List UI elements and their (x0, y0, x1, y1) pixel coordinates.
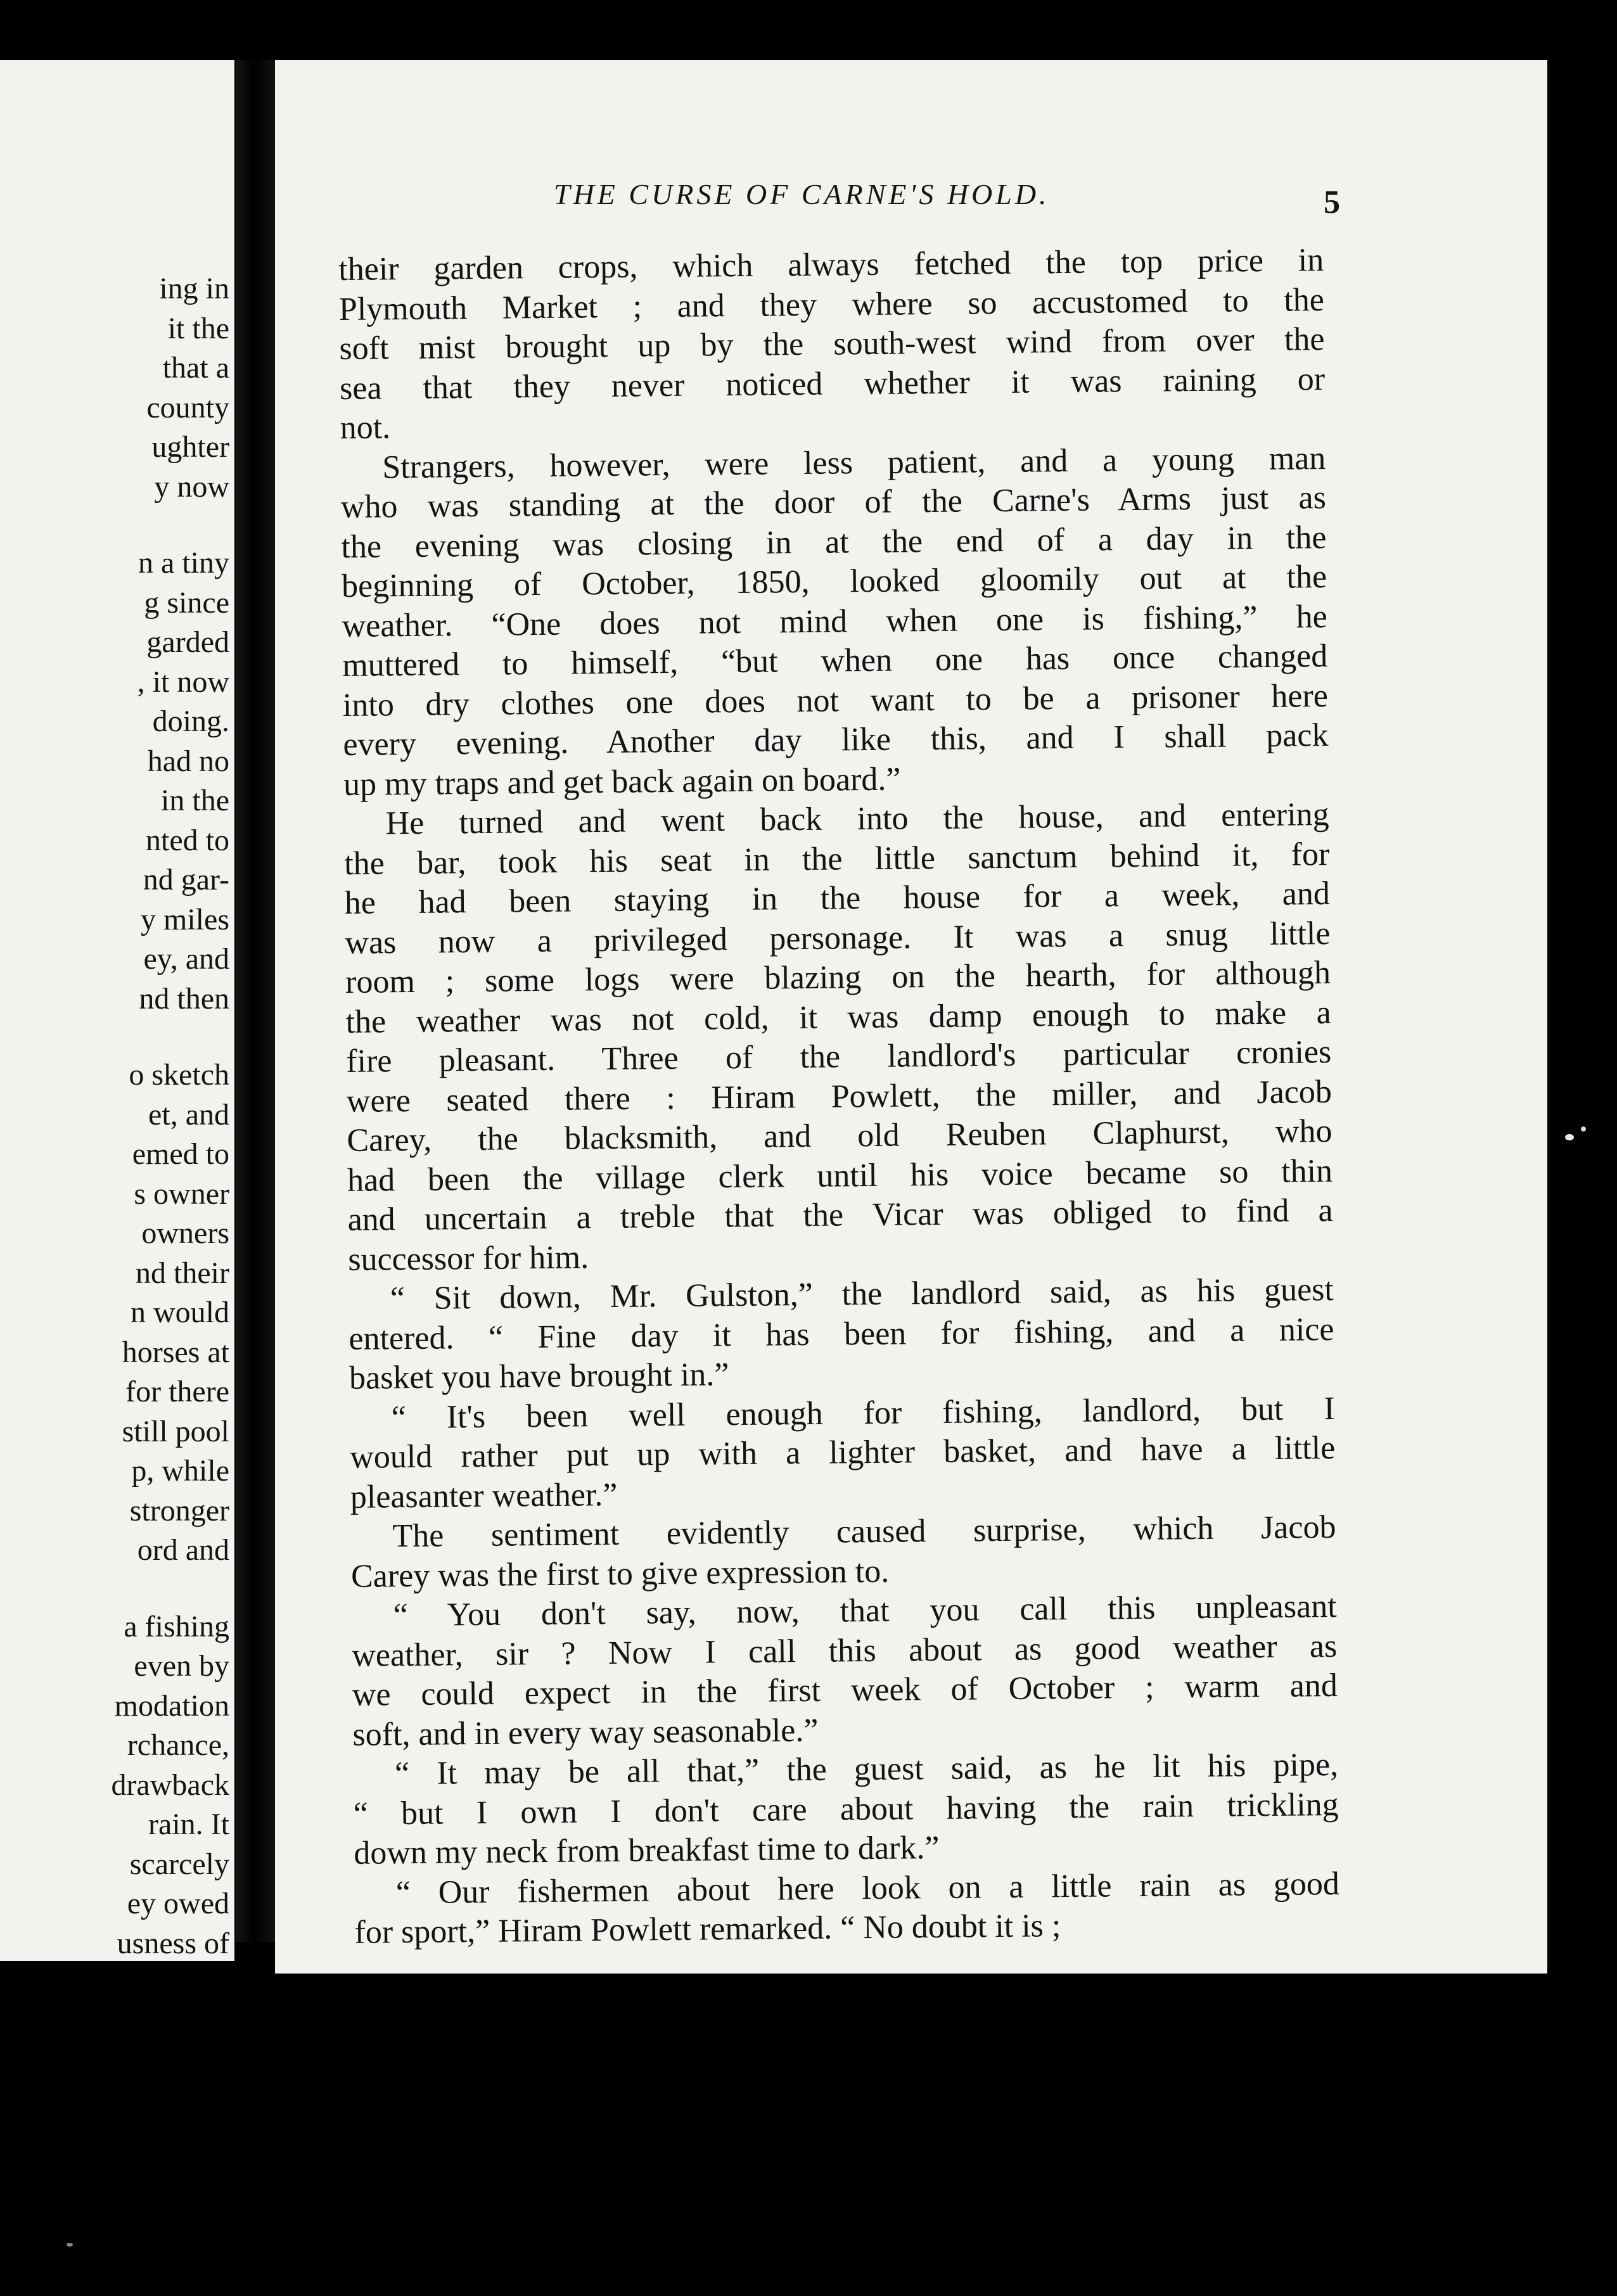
paragraph (348, 1270, 1335, 1398)
text-line: “ You don't say, now, that you call this unpleasant (393, 1588, 1337, 1634)
text-line: basket you have brought in.” (348, 1356, 729, 1396)
paragraph (349, 1389, 1336, 1517)
left-page-line: y now (154, 469, 229, 504)
left-page-line: o sketch (129, 1058, 229, 1092)
left-page-line: nd gar- (143, 863, 229, 896)
text-line: for sport,” Hiram Powlett remarked. “ No doubt it is ; (354, 1908, 1061, 1951)
left-page-line: g since (144, 585, 229, 620)
dust-speck (1565, 1134, 1574, 1140)
text-line: pleasanter weather.” (350, 1476, 618, 1515)
left-page-line: s owner (134, 1177, 229, 1211)
left-page-line: county (146, 390, 229, 424)
text-line: He turned and went back into the house, and entering (385, 796, 1329, 842)
left-page-line: p, while (131, 1454, 229, 1488)
left-page-line: stronger (129, 1493, 229, 1527)
text-line: had been the village clerk until his voice became so thin (347, 1152, 1333, 1199)
left-page-line: scarcely (129, 1847, 229, 1881)
left-page-line: nted to (146, 823, 229, 857)
left-page-paragraph-fragment (0, 544, 229, 1019)
left-page-line: n would (131, 1296, 229, 1329)
text-line: muttered to himself, “but when one has once changed (342, 638, 1328, 684)
text-line: Carey was the first to give expression to. (350, 1553, 890, 1595)
left-page-line: in the (161, 784, 229, 817)
text-line: Strangers, however, were less patient, and a young man (382, 440, 1326, 485)
left-page-line: it the (167, 311, 229, 345)
left-page-line: rchance, (127, 1728, 229, 1762)
text-line: was now a privileged personage. It was a snug little (345, 915, 1331, 961)
left-page-line: doing. (152, 705, 229, 738)
dust-speck (67, 2243, 73, 2247)
text-line: who was standing at the door of the Carne's Arms just as (340, 480, 1327, 525)
text-line: “ but I own I don't care about having the rain trickling (353, 1786, 1339, 1832)
text-line: into dry clothes one does not want to be a prisoner here (342, 677, 1329, 724)
text-line: we could expect in the first week of October ; warm and (352, 1667, 1338, 1713)
text-line: he had been staying in the house for a week, and (344, 876, 1331, 921)
book-gutter (236, 60, 275, 1942)
left-page-line: that a (162, 351, 229, 385)
body-text (338, 241, 1340, 1953)
text-line: and uncertain a treble that the Vicar was obliged to find a (347, 1192, 1333, 1238)
left-page-line: ey, and (143, 942, 229, 976)
text-line: Plymouth Market ; and they where so accustomed to the (338, 281, 1325, 328)
left-page-line: y miles (141, 902, 229, 936)
left-page-line: , it now (137, 665, 229, 699)
left-page-line: still pool (122, 1414, 229, 1448)
left-page-line: had no (147, 744, 229, 778)
text-line: their garden crops, which always fetched the top price in (338, 242, 1324, 288)
paragraph (354, 1864, 1340, 1953)
left-page-paragraph-fragment (0, 1607, 229, 1964)
text-line: the weather was not cold, it was damp enough to make a (345, 994, 1331, 1040)
left-page-line: usness of (117, 1926, 229, 1960)
left-page (0, 60, 234, 1961)
left-page-line: garded (146, 625, 229, 659)
dust-speck (1581, 1126, 1586, 1132)
left-page-line: nd then (139, 981, 229, 1016)
paragraph (351, 1587, 1338, 1755)
left-page-line: a fishing (124, 1609, 229, 1643)
right-page (275, 60, 1547, 1974)
text-line: weather, sir ? Now I call this about as good weather as (352, 1628, 1338, 1674)
left-page-line: emed to (132, 1137, 229, 1171)
text-line: “ It's been well enough for fishing, landlord, but I (391, 1390, 1335, 1436)
paragraph (340, 439, 1329, 805)
text-line: fire pleasant. Three of the landlord's particular cronies (346, 1034, 1332, 1080)
left-page-line: horses at (122, 1335, 229, 1369)
left-page-line: rain. It (148, 1808, 229, 1841)
left-page-line: nd their (136, 1256, 229, 1290)
text-line: every evening. Another day like this, and I shall pack (343, 717, 1329, 763)
text-line: down my neck from breakfast time to dark.” (354, 1830, 940, 1872)
left-page-text-fragments (0, 269, 229, 2000)
text-line: not. (340, 409, 391, 446)
left-page-paragraph-fragment (0, 1056, 229, 1571)
page-number: 5 (1324, 184, 1340, 220)
text-line: “ Our fishermen about here look on a little rain as good (395, 1865, 1340, 1911)
left-page-line: ing in (159, 272, 229, 305)
text-line: “ Sit down, Mr. Gulston,” the landlord said, as his guest (390, 1271, 1334, 1317)
text-line: beginning of October, 1850, looked gloomily out at the (341, 559, 1327, 604)
left-page-line: drawback (111, 1768, 229, 1802)
text-line: up my traps and get back again on board.” (343, 761, 901, 803)
text-line: would rather put up with a lighter basket, and have a little (350, 1429, 1336, 1476)
left-page-line: ey owed (127, 1887, 229, 1920)
text-line: were seated there : Hiram Powlett, the miller, and Jacob (346, 1073, 1333, 1119)
text-line: the bar, took his seat in the little sanctum behind it, for (344, 836, 1330, 882)
text-line: Carey, the blacksmith, and old Reuben Claphurst, who (347, 1113, 1333, 1159)
paragraph (350, 1508, 1336, 1597)
text-line: The sentiment evidently caused surprise, which Jacob (392, 1508, 1336, 1555)
left-page-line: even by (134, 1649, 229, 1683)
left-page-line: for there (125, 1375, 229, 1408)
paragraph (338, 241, 1326, 448)
text-line: soft, and in every way seasonable.” (352, 1712, 819, 1753)
text-line: soft mist brought up by the south-west wind from over the (339, 321, 1325, 367)
text-line: weather. “One does not mind when one is fishing,” he (342, 598, 1327, 644)
left-page-line: ughter (151, 430, 229, 464)
text-line: sea that they never noticed whether it was raining or (339, 360, 1326, 407)
left-page-line: et, and (148, 1097, 229, 1132)
paragraph (343, 795, 1333, 1280)
text-line: the evening was closing in at the end of a day in the (341, 519, 1327, 565)
text-line: “ It may be all that,” the guest said, as he lit his pipe, (394, 1746, 1339, 1792)
paragraph (353, 1745, 1339, 1873)
running-head: THE CURSE OF CARNE'S HOLD. (554, 178, 1050, 210)
text-line: entered. “ Fine day it has been for fishing, and a nice (348, 1311, 1334, 1357)
left-page-line: owners (141, 1216, 229, 1250)
text-line: room ; some logs were blazing on the hearth, for although (345, 955, 1331, 1000)
left-page-paragraph-fragment (0, 269, 229, 507)
left-page-line: ord and (137, 1533, 229, 1567)
left-page-line: modation (114, 1688, 229, 1723)
text-line: successor for him. (348, 1239, 589, 1278)
left-page-line: n a tiny (138, 546, 229, 580)
